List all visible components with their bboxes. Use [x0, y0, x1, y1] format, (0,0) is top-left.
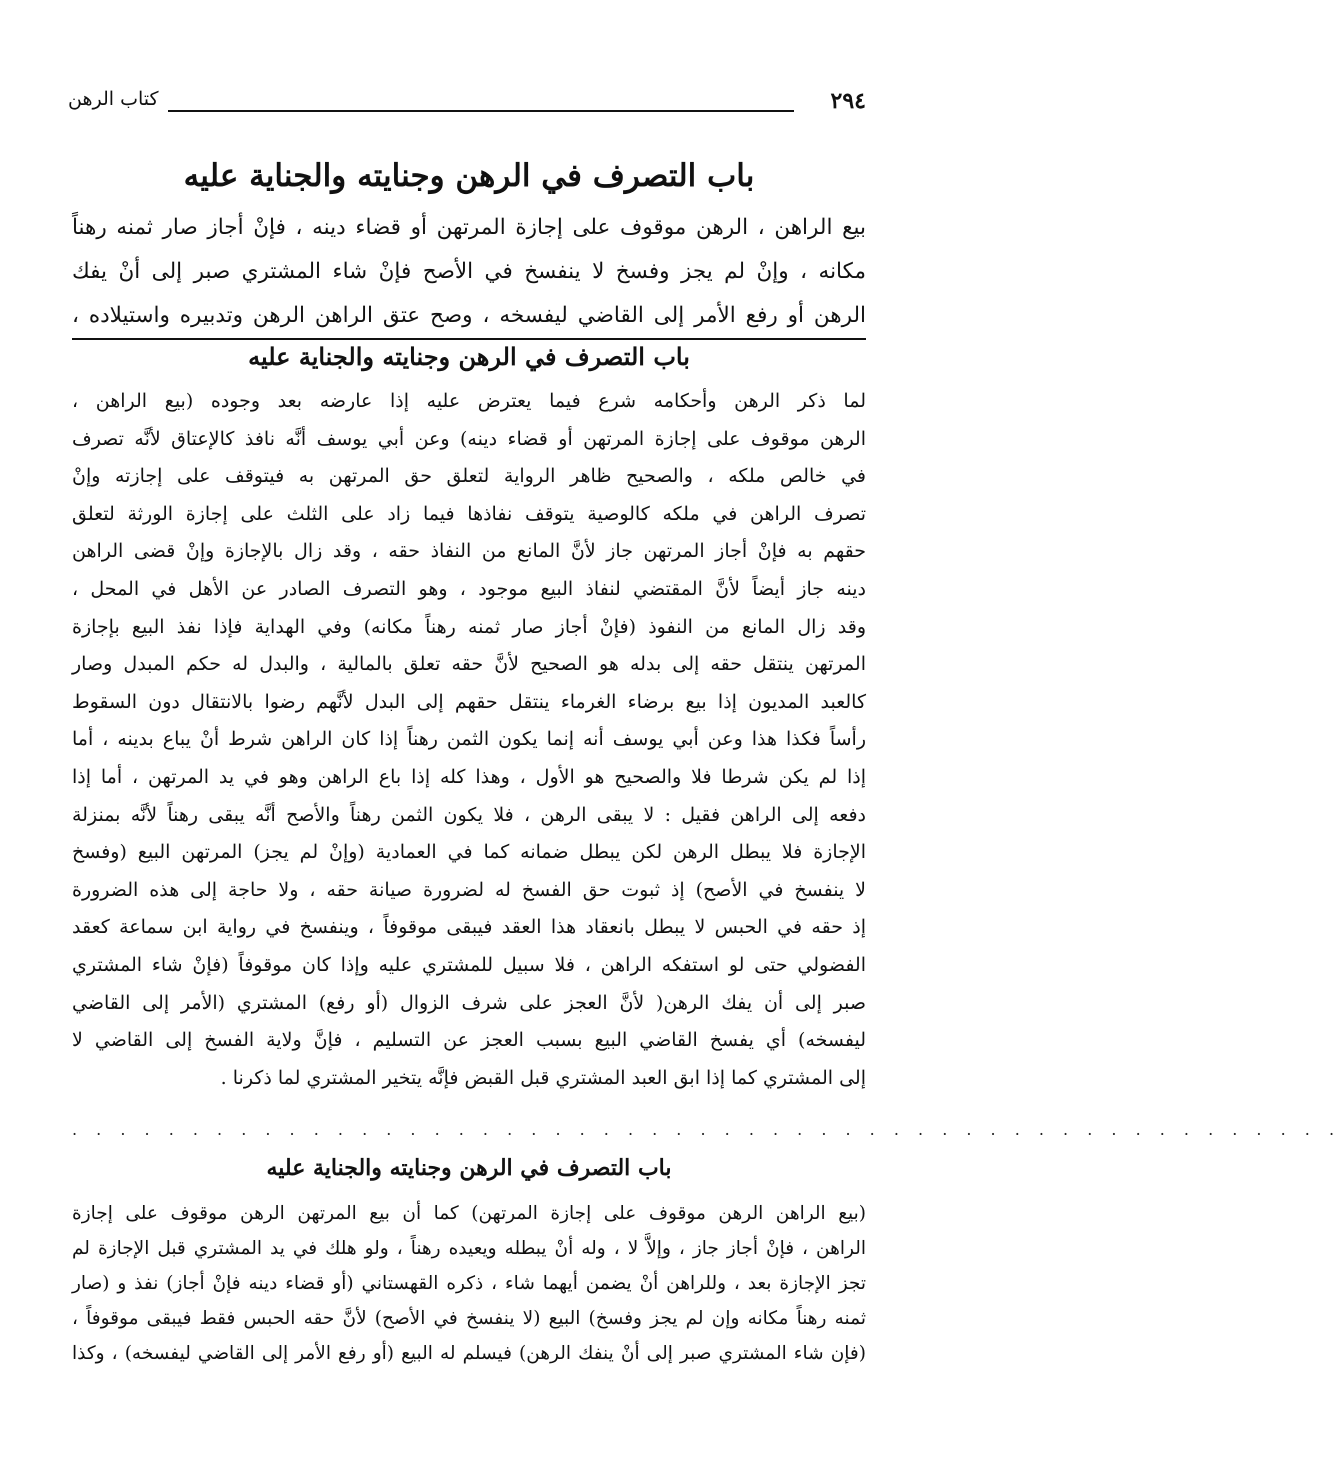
- text-line: (بيع الراهن الرهن موقوف على إجازة المرتهن) كما أن بيع المرتهن الرهن موقوف على إجازة: [72, 1203, 866, 1224]
- text-line: تجز الإجازة بعد ، وللراهن أنْ يضمن أيهما شاء ، ذكره القهستاني (أو قضاء دينه فإنْ أجاز) نفذ و (صار: [72, 1273, 866, 1294]
- text-line: بيع الراهن ، الرهن موقوف على إجازة المرتهن أو قضاء دينه ، فإنْ أجاز صار ثمنه رهناً: [72, 215, 866, 240]
- text-line: الفضولي حتى لو استفكه الراهن ، فلا سبيل للمشتري عليه وإذا كان موقوفاً (فإنْ شاء المشتري: [72, 953, 866, 976]
- text-line: الرهن موقوف على إجازة المرتهن أو قضاء دينه) وعن أبي يوسف أنَّه نافذ كالإعتاق لأنَّه تصرف: [72, 427, 866, 450]
- text-line: الراهن ، فإنْ أجاز جاز ، وإلاَّ لا ، وله أنْ يبطله ويعيده رهناً ، ولو هلك في يد المشتري قبل الإجازة لم: [72, 1238, 866, 1259]
- running-header: [68, 88, 866, 122]
- hashiya-text: [72, 1196, 866, 1371]
- page-number: ٢٩٤: [830, 88, 866, 114]
- sharh-text: [72, 383, 866, 1097]
- text-line: إذا لم يكن شرطا فلا والصحيح هو الأول ، وهذا كله إذا باع الراهن وهو في يد المرتهن ، أما إذا: [72, 765, 866, 788]
- text-line: إذ حقه في الحبس لا يبطل بانعقاد هذا العقد فيبقى موقوفاً ، وينفسخ في رواية ابن سماعة كعقد: [72, 916, 866, 939]
- text-line: رأساً فكذا هذا وعن أبي يوسف أنه إنما يكون الثمن رهناً إذا كان الراهن شرط أنْ يباع بدينه ، أما: [72, 728, 866, 751]
- text-line: في خالص ملكه ، والصحيح ظاهر الرواية لتعلق حق المرتهن به فيتوقف على إجازته وإنْ: [72, 465, 866, 488]
- section-divider: [72, 338, 866, 340]
- sharh-chapter-title: باب التصرف في الرهن وجنايته والجناية عليه: [248, 342, 690, 371]
- text-line: ثمنه رهناً مكانه وإن لم يجز وفسخ) البيع (لا ينفسخ في الأصح) لأنَّ حقه الحبس فقط فيبقى موقوفاً ،: [72, 1308, 866, 1329]
- matn-text: [72, 206, 866, 338]
- header-rule: [168, 110, 794, 112]
- matn-chapter-title: باب التصرف في الرهن وجنايته والجناية عليه: [183, 158, 755, 194]
- text-line: حقهم به فإنْ أجاز المرتهن جاز لأنَّ المانع من النفاذ حقه ، وقد زال بالإجازة وإنْ قضى الراهن: [72, 540, 866, 563]
- text-line: تصرف الراهن في ملكه كالوصية يتوقف نفاذها فيما زاد على الثلث على إجازة الورثة لتعلق: [72, 502, 866, 525]
- text-line: (فإن شاء المشتري صبر إلى أنْ ينفك الرهن) فيسلم له البيع (أو رفع الأمر إلى القاضي ليفسخه) ، وكذا: [72, 1343, 866, 1364]
- dotted-separator: . . . . . . . . . . . . . . . . . . . . . . . . . . . . . . . . . . . . . . . . . . . . . . . . . . . . .: [72, 1120, 1341, 1139]
- text-line: وقد زال المانع من النفوذ (فإنْ أجاز صار ثمنه رهناً مكانه) وفي الهداية فإذا نفذ البيع بإجازة: [72, 615, 866, 638]
- text-line: لا ينفسخ في الأصح) إذ ثبوت حق الفسخ له لضرورة صيانة حقه ، ولا حاجة إلى هذه الضرورة: [72, 878, 866, 901]
- text-line: الرهن أو رفع الأمر إلى القاضي ليفسخه ، وصح عتق الراهن الرهن وتدبيره واستيلاده ،: [72, 303, 866, 328]
- text-line: ليفسخه) أي يفسخ القاضي البيع بسبب العجز عن التسليم ، فإنَّ ولاية الفسخ إلى القاضي لا: [72, 1029, 866, 1052]
- hashiya-chapter-title: باب التصرف في الرهن وجنايته والجناية عليه: [266, 1155, 672, 1181]
- book-title: كتاب الرهن: [68, 88, 159, 110]
- text-line: صبر إلى أن يفك الرهن( لأنَّ العجز على شرف الزوال (أو رفع) المشتري (الأمر إلى القاضي: [72, 991, 866, 1014]
- text-line: دينه جاز أيضاً لأنَّ المقتضي لنفاذ البيع موجود ، وهو التصرف الصادر عن الأهل في المحل ،: [72, 577, 866, 600]
- text-line: الإجازة فلا يبطل الرهن لكن يبطل ضمانه كما في العمادية (وإنْ لم يجز) المرتهن البيع (وفسخ: [72, 841, 866, 864]
- text-line: مكانه ، وإنْ لم يجز وفسخ لا ينفسخ في الأصح فإنْ شاء المشتري صبر إلى أنْ يفك: [72, 259, 866, 284]
- text-line: كالعبد المديون إذا بيع برضاء الغرماء ينتقل حقهم إلى البدل لأنَّهم رضوا بالانتقال دون السقوط: [72, 690, 866, 713]
- text-line: المرتهن ينتقل حقه إلى بدله هو الصحيح لأنَّ حقه تعلق بالمالية ، والبدل له حكم المبدل وصار: [72, 653, 866, 676]
- text-line: إلى المشتري كما إذا ابق العبد المشتري قبل القبض فإنَّه يتخير المشتري لما ذكرنا .: [220, 1066, 866, 1089]
- text-line: دفعه إلى الراهن فقيل : لا يبقى الرهن ، فلا يكون الثمن رهناً والأصح أنَّه يبقى رهناً لأنَّه بمنزلة: [72, 803, 866, 826]
- text-line: لما ذكر الرهن وأحكامه شرع فيما يعترض عليه إذا عارضه بعد وجوده (بيع الراهن ،: [72, 390, 866, 412]
